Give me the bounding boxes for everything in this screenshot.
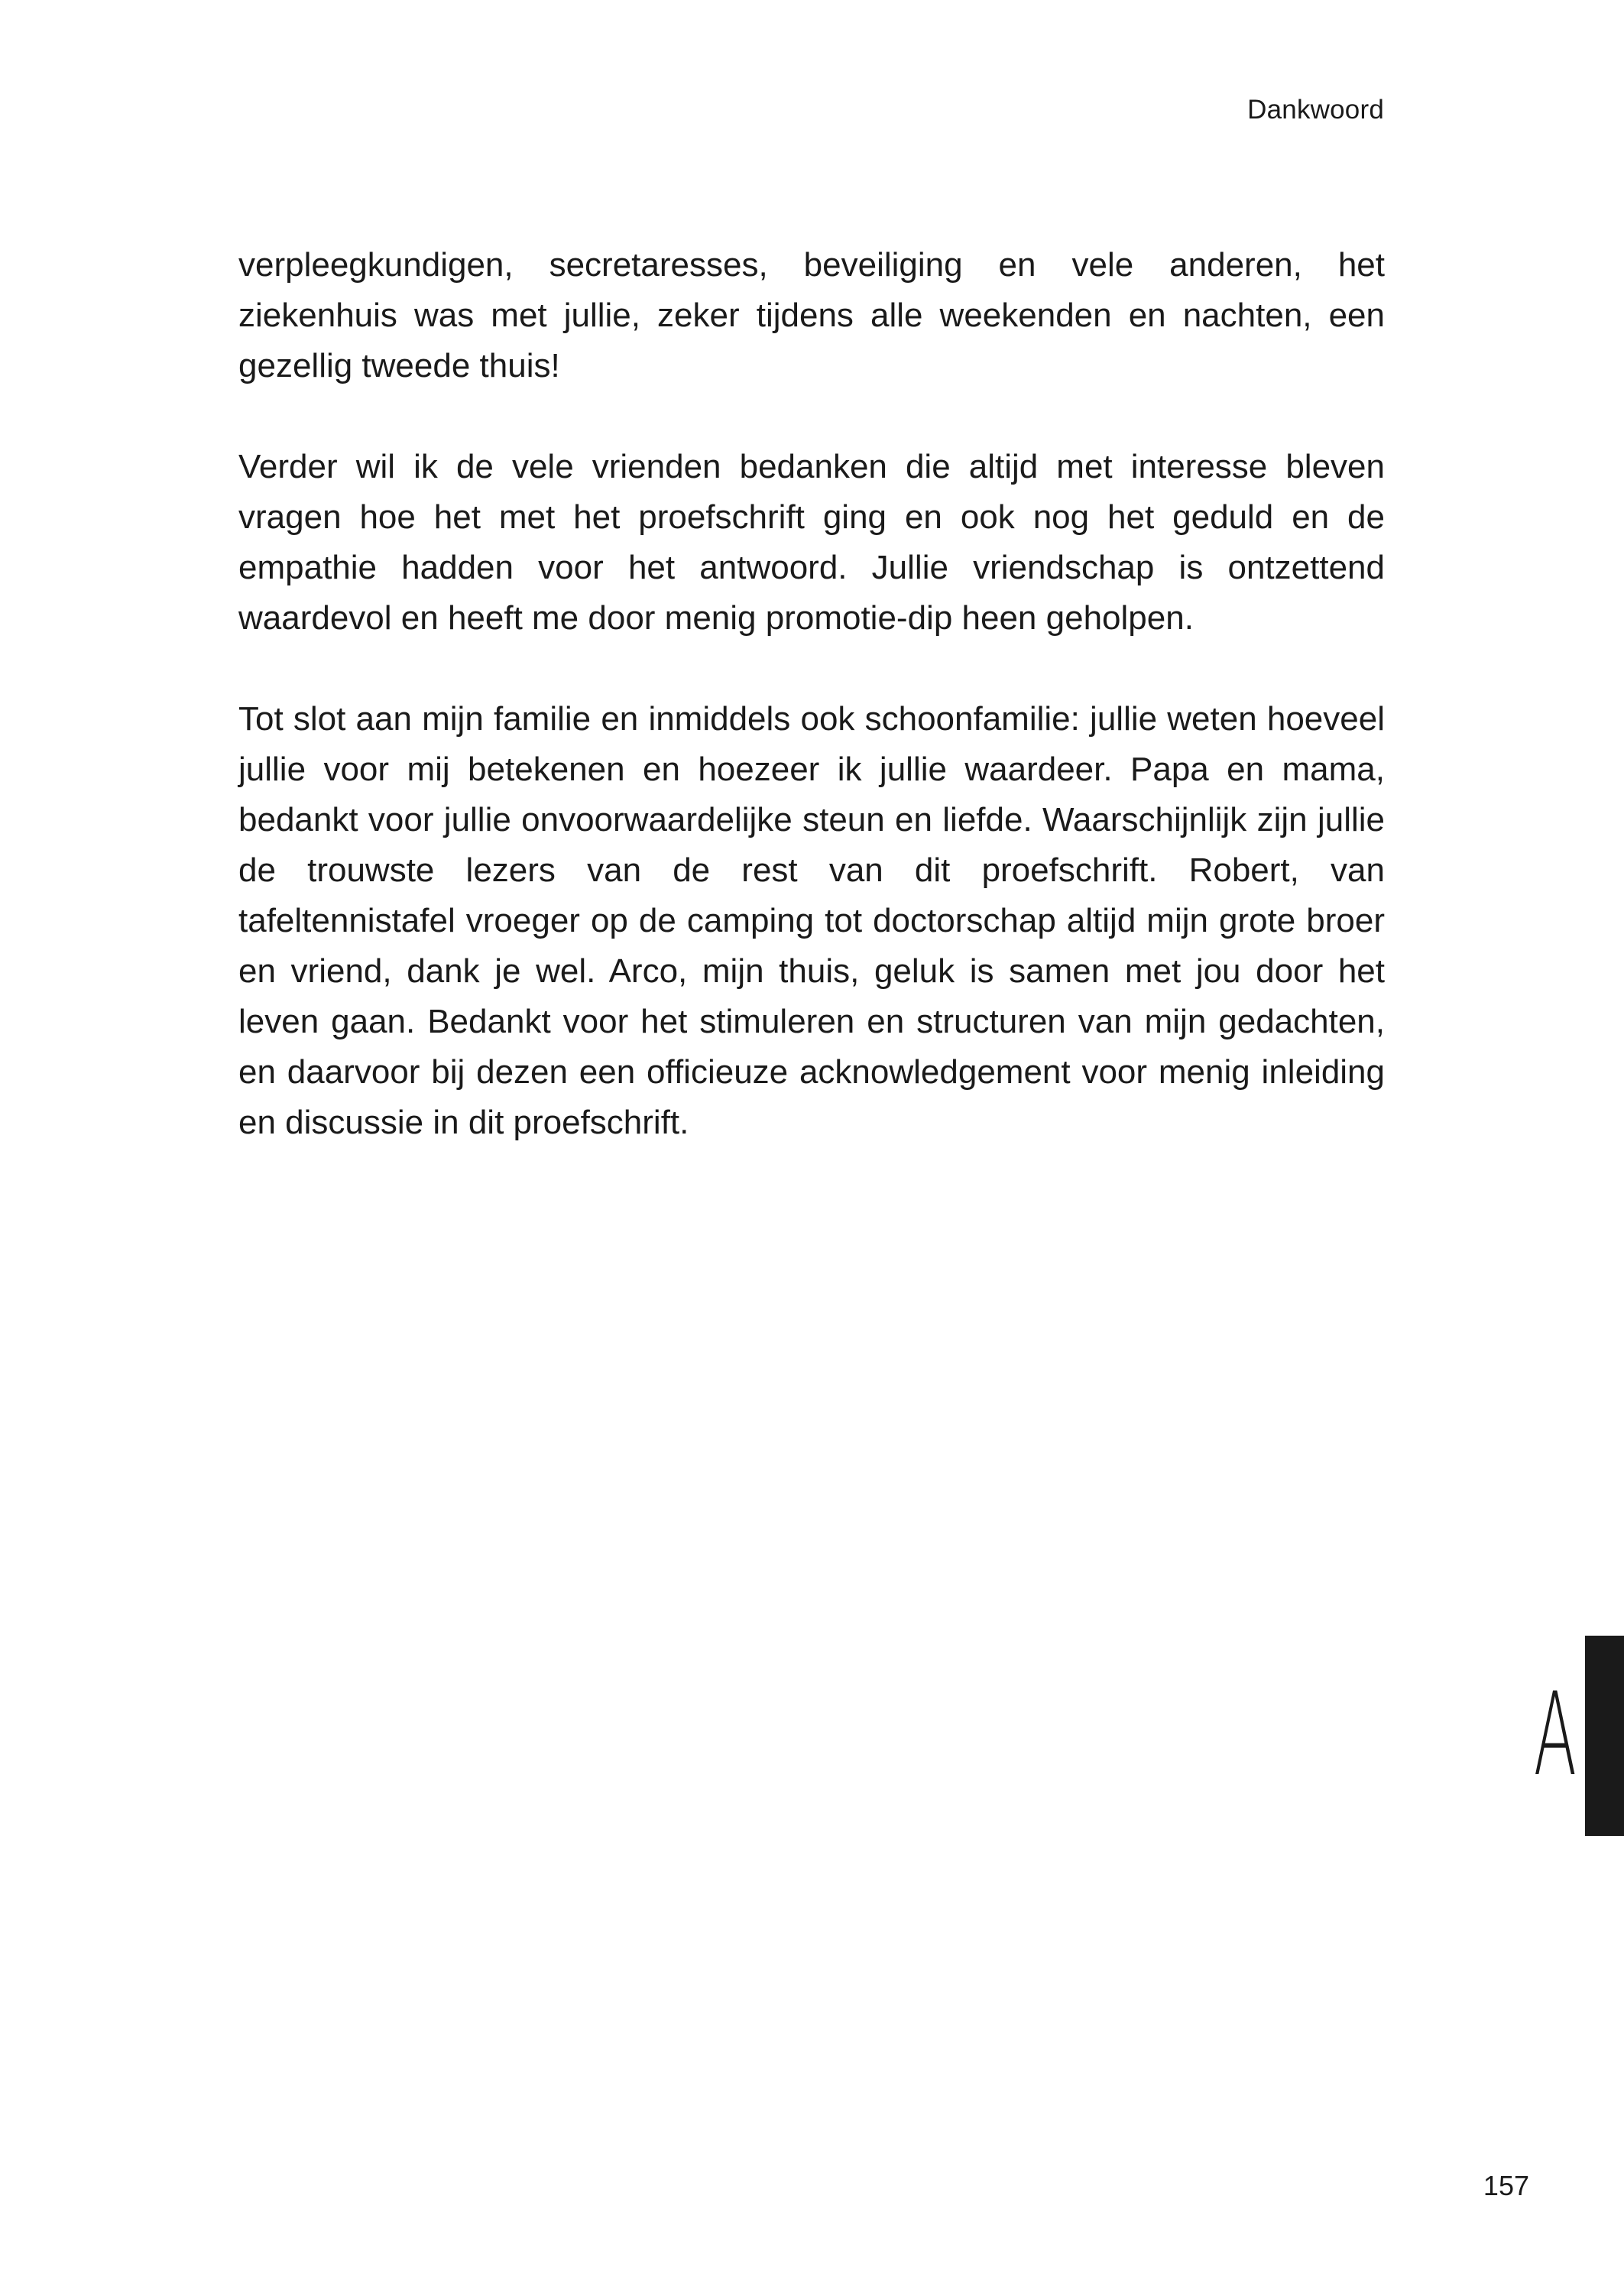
- chapter-letter: A: [1533, 1669, 1577, 1802]
- page-number: 157: [1483, 2170, 1529, 2201]
- chapter-tab-marker: [1585, 1636, 1624, 1836]
- body-text: [238, 240, 1385, 1198]
- paragraph-family-thanks: Tot slot aan mijn familie en inmiddels ook schoonfamilie: jullie weten hoeveel jullie voor mij betekenen en hoezeer ik jullie waardeer. Papa en mama, bedankt voor jullie onvoorwaardelijke steun en liefde. Waarschijnlijk zijn jullie de trouwste lezers van de rest van dit proefschrift. Robert, van tafeltennistafel vroeger op de camping tot doctorschap altijd mijn grote broer en vriend, dank je wel. Arco, mijn thuis, geluk is samen met jou door het leven gaan. Bedankt voor het stimuleren en structuren van mijn gedachten, en daarvoor bij dezen een officieuze acknowledgement voor menig inleiding en discussie in dit proefschrift.: [238, 700, 1385, 1141]
- running-header-title: Dankwoord: [1247, 95, 1384, 125]
- paragraph-friends-thanks: Verder wil ik de vele vrienden bedanken die altijd met interesse bleven vragen hoe het met het proefschrift ging en ook nog het geduld en de empathie hadden voor het antwoord. Jullie vriendschap is ontzettend waardevol en heeft me door menig promotie-dip heen geholpen.: [238, 448, 1385, 637]
- paragraph-staff-thanks: verpleegkundigen, secretaresses, beveiliging en vele anderen, het ziekenhuis was met jullie, zeker tijdens alle weekenden en nachten, een gezellig tweede thuis!: [238, 246, 1385, 384]
